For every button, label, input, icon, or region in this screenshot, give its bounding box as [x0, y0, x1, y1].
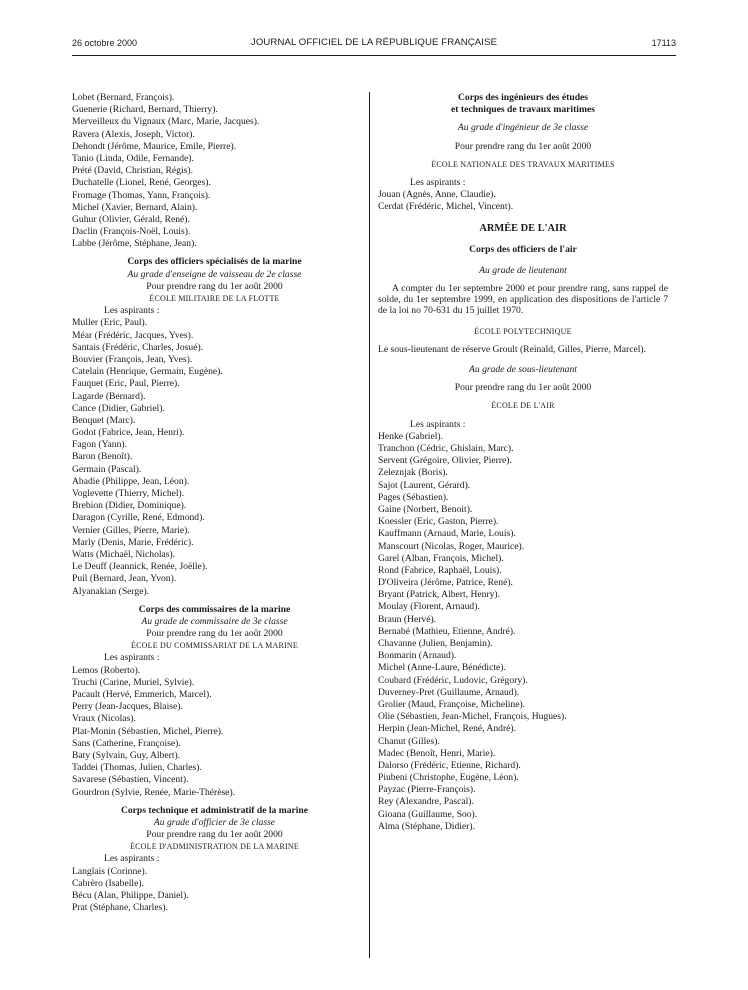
- list-item: Duchatelle (Lionel, René, Georges).: [72, 177, 211, 189]
- list-item: Grolier (Maud, Françoise, Micheline).: [378, 698, 526, 710]
- list-item: Godot (Fabrice, Jean, Henri).: [72, 427, 185, 439]
- list-item: Abadie (Philippe, Jean, Léon).: [72, 475, 190, 487]
- list-item: Fagon (Yann).: [72, 439, 127, 451]
- list-item: Cance (Didier, Gabriel).: [72, 402, 165, 414]
- name-list-top: [72, 92, 357, 250]
- list-item: Daclin (François-Noël, Louis).: [72, 226, 191, 238]
- list-item: Piubeni (Christophe, Eugène, Léon).: [378, 772, 519, 784]
- list-item: Bryant (Patrick, Albert, Henry).: [378, 589, 501, 601]
- name-list-administration: [72, 866, 357, 915]
- list-item: Manscourt (Nicolas, Roger, Maurice).: [378, 540, 525, 552]
- list-item: Fromage (Thomas, Yann, François).: [72, 189, 211, 201]
- aspirants-label: Les aspirants :: [104, 305, 160, 317]
- grade-line: Au grade de commissaire de 3e classe: [141, 615, 288, 627]
- list-item: Chavanne (Julien, Benjamin).: [378, 638, 493, 649]
- list-item: Le Deuff (Jeannick, Renée, Joëlle).: [72, 561, 208, 573]
- list-item: Benquet (Marc).: [72, 414, 136, 426]
- right-column: [378, 92, 668, 833]
- list-item: Chanut (Gilles).: [378, 735, 440, 747]
- list-item: Langlais (Corinne).: [72, 865, 148, 877]
- list-item: Méar (Frédéric, Jacques, Yves).: [72, 329, 194, 341]
- list-item: Santais (Frédéric, Charles, Josué).: [72, 341, 204, 353]
- list-item: Rey (Alexandre, Pascal).: [378, 796, 474, 808]
- list-item: Servent (Grégoire, Olivier, Pierre).: [378, 455, 512, 467]
- page-number: 17113: [651, 38, 676, 48]
- list-item: Baty (Sylvain, Guy, Albert).: [72, 749, 181, 761]
- list-item: Guenerie (Richard, Bernard, Thierry).: [72, 104, 218, 116]
- page-header: [72, 36, 676, 52]
- school-name: ÉCOLE NATIONALE DES TRAVAUX MARITIMES: [431, 159, 615, 169]
- school-name: ÉCOLE DU COMMISSARIAT DE LA MARINE: [131, 641, 298, 651]
- grade-line: Au grade d'enseigne de vaisseau de 2e classe: [127, 268, 302, 280]
- list-item: Cabrèro (Isabelle).: [72, 877, 144, 889]
- list-item: Lagarde (Bernard).: [72, 390, 146, 402]
- list-item: Gaine (Norbert, Benoit).: [378, 503, 473, 515]
- list-item: Savarese (Sébastien, Vincent).: [72, 774, 189, 786]
- list-item: Rond (Fabrice, Raphaël, Louis).: [378, 564, 502, 576]
- aspirants-label: Les aspirants :: [410, 418, 466, 430]
- name-list-ecole-air: [378, 431, 668, 833]
- list-item: Dehondt (Jérôme, Maurice, Emile, Pierre).: [72, 140, 237, 152]
- aspirants-label: Les aspirants :: [410, 176, 466, 188]
- list-item: Coubard (Frédéric, Ludovic, Grégory).: [378, 674, 528, 686]
- list-item: Kauffmann (Arnaud, Marie, Louis).: [378, 528, 516, 540]
- list-item: Daragon (Cyrille, René, Edmond).: [72, 512, 205, 524]
- list-item: Taddei (Thomas, Julien, Charles).: [72, 762, 202, 774]
- list-item: Michel (Xavier, Bernard, Alain).: [72, 201, 198, 213]
- list-item: Gourdron (Sylvie, Renée, Marie-Thérèse).: [72, 786, 236, 798]
- list-item: Lemos (Roberto).: [72, 664, 141, 676]
- list-item: Marly (Denis, Marie, Frédéric).: [72, 536, 194, 548]
- rang-line: Pour prendre rang du 1er août 2000: [454, 382, 592, 394]
- name-list-travaux-maritimes: [378, 189, 668, 213]
- section-title-commissaires: Corps des commissaires de la marine: [138, 603, 291, 615]
- list-item: Pacault (Hervé, Emmerich, Marcel).: [72, 689, 212, 700]
- section-title-technique-administratif: Corps technique et administratif de la marine: [120, 804, 309, 816]
- school-name: ÉCOLE MILITAIRE DE LA FLOTTE: [149, 294, 280, 303]
- left-column: [72, 92, 357, 914]
- list-item: Braun (Hervé).: [378, 613, 437, 625]
- grade-line: Au grade de sous-lieutenant: [469, 364, 577, 376]
- aspirants-label: Les aspirants :: [104, 853, 160, 865]
- header-date: 26 octobre 2000: [72, 38, 138, 48]
- list-item: Sans (Catherine, Françoise).: [72, 737, 181, 749]
- list-item: Guhur (Olivier, Gérald, René).: [72, 213, 190, 225]
- name-list-flotte: [72, 317, 357, 597]
- list-item: Bernabé (Mathieu, Etienne, André).: [378, 625, 516, 637]
- list-item: Koessler (Eric, Gaston, Pierre).: [378, 516, 499, 528]
- list-item: Ravera (Alexis, Joseph, Victor).: [72, 128, 195, 140]
- school-name: ÉCOLE POLYTECHNIQUE: [474, 326, 572, 336]
- list-item: Gioana (Guillaume, Soo).: [378, 808, 478, 820]
- list-item: Brebion (Didier, Dominique).: [72, 500, 187, 512]
- list-item: Bouvier (François, Jean, Yves).: [72, 353, 193, 365]
- list-item: Bonmarin (Arnaud).: [378, 650, 457, 662]
- list-item: Perry (Jean-Jacques, Blaise).: [72, 701, 183, 713]
- list-item: Sajot (Laurent, Gérard).: [378, 479, 471, 491]
- lieutenant-paragraph: A compter du 1er septembre 2000 et pour prendre rang, sans rappel de solde, du 1er septembre 1999, en application des dispositions de l'article 7 de la loi no 70-631 du 15 juillet 1970.: [378, 283, 668, 317]
- list-item: Prat (Stéphane, Charles).: [72, 902, 168, 914]
- rang-line: Pour prendre rang du 1er août 2000: [146, 280, 283, 292]
- list-item: Voglevette (Thierry, Michel).: [72, 488, 185, 499]
- list-item: D'Oliveira (Jérôme, Patrice, René).: [378, 577, 513, 589]
- grade-line: Au grade de lieutenant: [479, 264, 567, 276]
- list-item: Catelain (Henrique, Germain, Eugène).: [72, 366, 223, 378]
- list-item: Truchi (Carine, Muriel, Sylvie).: [72, 676, 195, 688]
- list-item: Labbe (Jérôme, Stéphane, Jean).: [72, 238, 197, 250]
- list-item: Vernier (Gilles, Pierre, Marie).: [72, 524, 190, 536]
- list-item: Lobet (Bernard, François).: [72, 92, 175, 103]
- aspirants-label: Les aspirants :: [104, 652, 160, 664]
- school-name: ÉCOLE DE L'AIR: [491, 401, 555, 411]
- list-item: Merveilleux du Vignaux (Marc, Marie, Jacques).: [72, 116, 260, 128]
- list-item: Germain (Pascal).: [72, 463, 142, 475]
- list-item: Alma (Stéphane, Didier).: [378, 820, 475, 832]
- army-heading: ARMÉE DE L'AIR: [479, 222, 567, 234]
- school-name: ÉCOLE D'ADMINISTRATION DE LA MARINE: [130, 842, 299, 852]
- grade-line: Au grade d'officier de 3e classe: [153, 816, 276, 828]
- list-item: Moulay (Florent, Arnaud).: [378, 601, 480, 613]
- section-title-ingenieurs: Corps des ingénieurs des études: [457, 92, 589, 103]
- list-item: Baron (Benoît).: [72, 451, 133, 463]
- list-item: Fauquet (Eric, Paul, Pierre).: [72, 378, 180, 390]
- list-item: Garel (Alban, François, Michel).: [378, 552, 504, 564]
- name-list-commissariat: [72, 665, 357, 799]
- list-item: Zeleznjak (Boris).: [378, 467, 448, 479]
- section-title-officiers-air: Corps des officiers de l'air: [469, 243, 577, 255]
- list-item: Michel (Anne-Laure, Bénédicte).: [378, 662, 506, 674]
- section-title-ingenieurs-2: et techniques de travaux maritimes: [451, 104, 595, 116]
- list-item: Muller (Eric, Paul).: [72, 317, 148, 329]
- list-item: Puil (Bernard, Jean, Yvon).: [72, 573, 177, 585]
- list-item: Alyanakian (Serge).: [72, 585, 150, 597]
- list-item: Prété (David, Christian, Régis).: [72, 165, 193, 177]
- list-item: Dalorso (Frédéric, Etienne, Richard).: [378, 759, 521, 771]
- grade-line: Au grade d'ingénieur de 3e classe: [457, 122, 589, 134]
- list-item: Jouan (Agnès, Anne, Claudie).: [378, 189, 496, 201]
- list-item: Tanio (Linda, Odile, Fernande).: [72, 152, 194, 164]
- section-title-officiers-specialises: Corps des officiers spécialisés de la marine: [127, 256, 302, 268]
- list-item: Bécu (Alan, Philippe, Daniel).: [72, 890, 189, 901]
- reserve-paragraph: Le sous-lieutenant de réserve Groult (Reinald, Gilles, Pierre, Marcel).: [378, 343, 646, 355]
- list-item: Vraux (Nicolas).: [72, 713, 136, 725]
- list-item: Henke (Gabriel).: [378, 430, 443, 442]
- list-item: Madec (Benoît, Henri, Marie).: [378, 747, 496, 759]
- rang-line: Pour prendre rang du 1er août 2000: [454, 140, 592, 152]
- list-item: Plat-Monin (Sébastien, Michel, Pierre).: [72, 725, 224, 737]
- header-title: JOURNAL OFFICIEL DE LA RÉPUBLIQUE FRANÇAISE: [250, 37, 498, 48]
- list-item: Pages (Sébastien).: [378, 491, 449, 503]
- list-item: Payzac (Pierre-François).: [378, 784, 476, 796]
- column-divider: [369, 92, 370, 958]
- list-item: Duverney-Pret (Guillaume, Arnaud).: [378, 686, 520, 698]
- rang-line: Pour prendre rang du 1er août 2000: [146, 829, 283, 841]
- list-item: Cerdat (Frédéric, Michel, Vincent).: [378, 201, 514, 213]
- list-item: Tranchon (Cédric, Ghislain, Marc).: [378, 443, 514, 454]
- list-item: Watts (Michaël, Nicholas).: [72, 548, 176, 560]
- list-item: Herpin (Jean-Michel, René, André).: [378, 723, 516, 735]
- list-item: Olie (Sébastien, Jean-Michel, François, Hugues).: [378, 711, 567, 723]
- rang-line: Pour prendre rang du 1er août 2000: [146, 628, 283, 640]
- header-rule: [72, 55, 676, 56]
